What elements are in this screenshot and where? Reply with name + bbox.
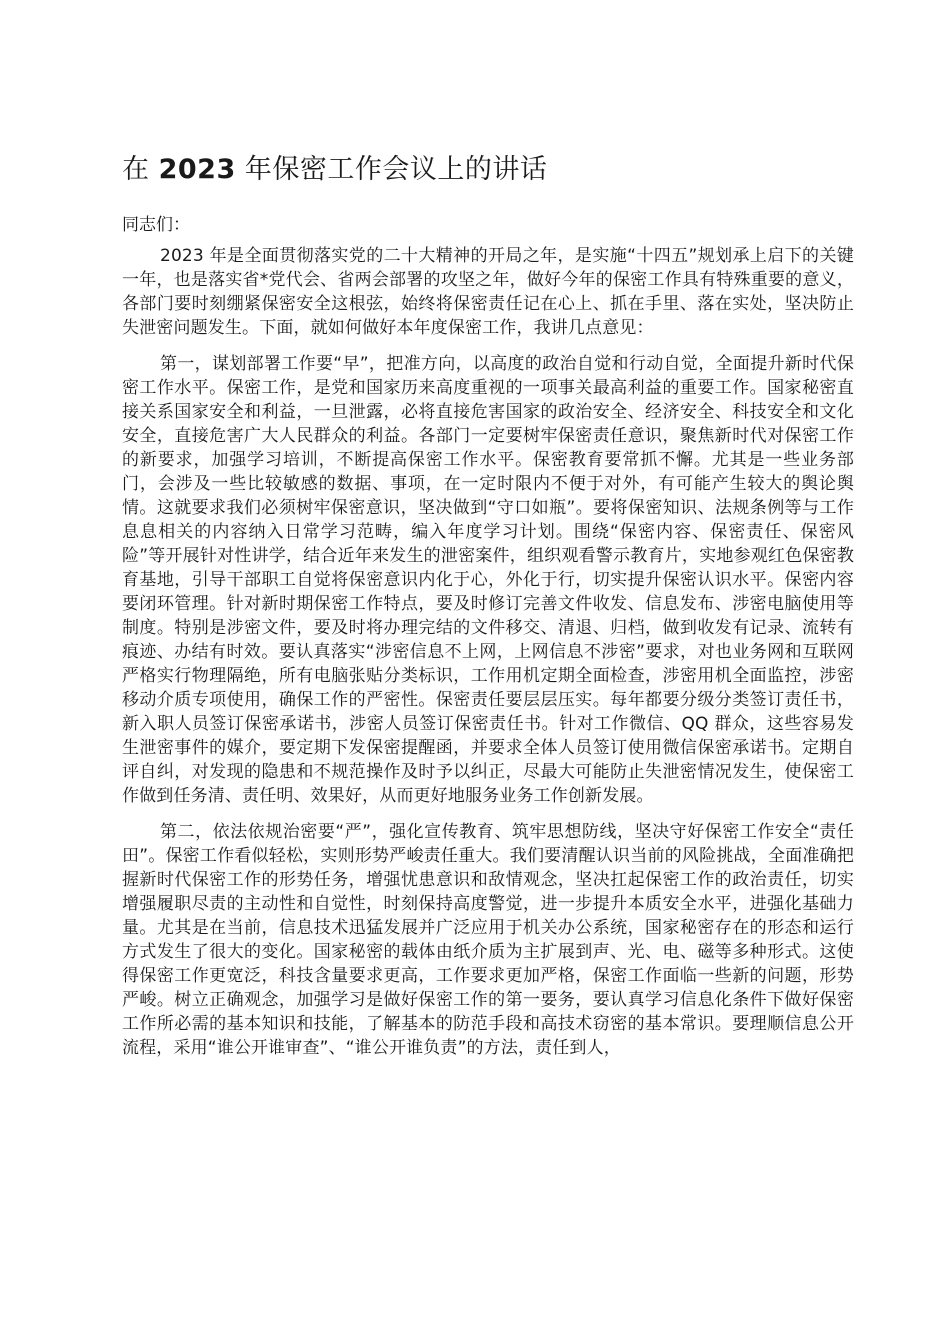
paragraph-second-point: 第二，依法依规治密要“严”，强化宣传教育、筑牢思想防线，坚决守好保密工作安全“责任田”。保密工作看似轻松，实则形势严峻责任重大。我们要清醒认识当前的风险挑战，全面准确把握新时代保密工作的形势任务，增强忧患意识和敌情观念，坚决扛起保密工作的政治责任，切实增强履职尽责的主动性和自觉性，时刻保持高度警觉，进一步提升本质安全水平，进强化基础力量。尤其是在当前，信息技术迅猛发展并广泛应用于机关办公系统，国家秘密存在的形态和运行方式发生了很大的变化。国家秘密的载体由纸介质为主扩展到声、光、电、磁等多种形式。这使得保密工作更宽泛，科技含量要求更高，工作要求更加严格，保密工作面临一些新的问题，形势严峻。树立正确观念，加强学习是做好保密工作的第一要务，要认真学习信息化条件下做好保密工作所必需的基本知识和技能，了解基本的防范手段和高技术窃密的基本常识。要理顺信息公开流程，采用“谁公开谁审查”、“谁公开谁负责”的方法，责任到人， [122, 822, 854, 1058]
greeting: 同志们： [122, 215, 190, 235]
paragraph-first-point: 第一，谋划部署工作要“早”，把准方向，以高度的政治自觉和行动自觉，全面提升新时代保密工作水平。保密工作，是党和国家历来高度重视的一项事关最高利益的重要工作。国家秘密直接关系国家安全和利益，一旦泄露，必将直接危害国家的政治安全、经济安全、科技安全和文化安全，直接危害广大人民群众的利益。各部门一定要树牢保密责任意识，聚焦新时代对保密工作的新要求，加强学习培训，不断提高保密工作水平。保密教育要常抓不懈。尤其是一些业务部门，会涉及一些比较敏感的数据、事项，在一定时限内不便于对外，有可能产生较大的舆论舆情。这就要求我们必须树牢保密意识，坚决做到“守口如瓶”。要将保密知识、法规条例等与工作息息相关的内容纳入日常学习范畴，编入年度学习计划。围绕“保密内容、保密责任、保密风险”等开展针对性讲学，结合近年来发生的泄密案件，组织观看警示教育片，实地参观红色保密教育基地，引导干部职工自觉将保密意识内化于心，外化于行，切实提升保密认识水平。保密内容要闭环管理。针对新时期保密工作特点，要及时修订完善文件收发、信息发布、涉密电脑使用等制度。特别是涉密文件，要及时将办理完结的文件移交、清退、归档，做到收发有记录、流转有痕迹、办结有时效。要认真落实“涉密信息不上网，上网信息不涉密”要求，对也业务网和互联网严格实行物理隔绝，所有电脑张贴分类标识，工作用机定期全面检查，涉密用机全面监控，涉密移动介质专项使用，确保工作的严密性。保密责任要层层压实。每年都要分级分类签订责任书，新入职人员签订保密承诺书，涉密人员签订保密责任书。针对工作微信、QQ 群众，这些容易发生泄密事件的媒介，要定期下发保密提醒函，并要求全体人员签订使用微信保密承诺书。定期自评自纠，对发现的隐患和不规范操作及时予以纠正，尽最大可能防止失泄密情况发生，使保密工作做到任务清、责任明、效果好，从而更好地服务业务工作创新发展。 [122, 354, 854, 806]
paragraph-intro: 2023 年是全面贯彻落实党的二十大精神的开局之年，是实施“十四五”规划承上启下的关键一年，也是落实省*党代会、省两会部署的攻坚之年，做好今年的保密工作具有特殊重要的意义，各部门要时刻绷紧保密安全这根弦，始终将保密责任记在心上、抓在手里、落在实处，坚决防止失泄密问题发生。下面，就如何做好本年度保密工作，我讲几点意见： [122, 246, 854, 338]
page-title: 在 2023 年保密工作会议上的讲话 [122, 154, 548, 185]
